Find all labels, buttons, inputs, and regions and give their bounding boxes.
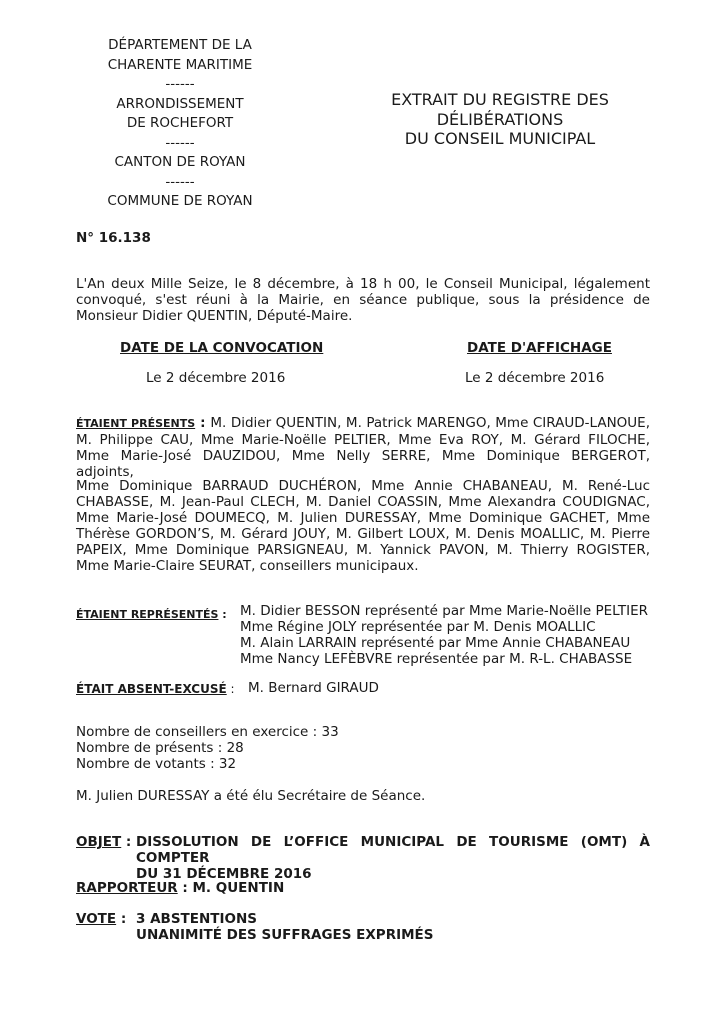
document-title <box>360 90 640 149</box>
presents-adjoints <box>76 415 650 480</box>
objet-label: OBJET <box>76 834 122 850</box>
commune-line: COMMUNE DE ROYAN <box>107 193 253 209</box>
list-item: Mme Régine JOLY représentée par M. Denis MOALLIC <box>240 619 596 635</box>
secretaire-line: M. Julien DURESSAY a été élu Secrétaire de Séance. <box>76 788 426 804</box>
title-line-2: DÉLIBÉRATIONS <box>436 109 564 129</box>
representes-list <box>240 603 648 667</box>
separator: ------ <box>165 76 195 92</box>
absent-colon: : <box>226 682 235 696</box>
vote-result <box>136 911 434 943</box>
list-item: Mme Nancy LEFÈBVRE représentée par M. R-L. CHABASSE <box>240 651 633 667</box>
departement-name: CHARENTE MARITIME <box>107 56 253 73</box>
list-item: M. Didier BESSON représenté par Mme Marie-Noëlle PELTIER <box>240 603 648 619</box>
vote-line-2: UNANIMITÉ DES SUFFRAGES EXPRIMÉS <box>136 927 434 943</box>
vote-line-1: 3 ABSTENTIONS <box>136 911 258 927</box>
convocation-date-value: Le 2 décembre 2016 <box>146 370 286 386</box>
departement-line: DÉPARTEMENT DE LA <box>108 37 252 53</box>
presents-adjoints-list: M. Didier QUENTIN, M. Patrick MARENGO, Mme CIRAUD-LANOUE, M. Philippe CAU, Mme Marie-Noëlle PELTIER, Mme Eva ROY, M. Gérard FILOCHE, Mme Marie-José DAUZIDOU, Mme Nelly SERRE, Mme Dominique BERGEROT, adjoints, <box>76 415 651 480</box>
affichage-date-label: DATE D'AFFICHAGE <box>467 340 612 356</box>
representes-label-block <box>76 606 227 622</box>
deliberation-number: N° 16.138 <box>76 230 151 246</box>
presents-colon: : <box>195 415 211 431</box>
presents-conseillers: Mme Dominique BARRAUD DUCHÉRON, Mme Annie CHABANEAU, M. René-Luc CHABASSE, M. Jean-Paul CLECH, M. Daniel COASSIN, Mme Alexandra COUDIGNAC, Mme Marie-José DOUMECQ, M. Julien DURESSAY, Mme Dominique GACHET, Mme Thérèse GORDON’S, M. Gérard JOUY, M. Gilbert LOUX, M. Denis MOALLIC, M. Pierre PAPEIX, Mme Dominique PARSIGNEAU, M. Yannick PAVON, M. Thierry ROGISTER, Mme Marie-Claire SEURAT, conseillers municipaux. <box>76 478 650 574</box>
affichage-date-value: Le 2 décembre 2016 <box>465 370 605 386</box>
count-votants: Nombre de votants : 32 <box>76 756 237 772</box>
objet-line-1: DISSOLUTION DE L’OFFICE MUNICIPAL DE TOURISME (OMT) À COMPTER <box>136 834 650 866</box>
counts-block <box>76 724 339 772</box>
objet-text <box>136 834 650 882</box>
list-item: M. Alain LARRAIN représenté par Mme Annie CHABANEAU <box>240 635 631 651</box>
objet-colon: : <box>121 834 132 850</box>
absent-label: ÉTAIT ABSENT-EXCUSÉ <box>76 682 227 696</box>
rapporteur-block <box>76 880 284 896</box>
intro-paragraph: L'An deux Mille Seize, le 8 décembre, à 18 h 00, le Conseil Municipal, légalement convoqué, s'est réuni à la Mairie, en séance publique, sous la présidence de Monsieur Didier QUENTIN, Député-Maire. <box>76 276 650 324</box>
rapporteur-value: : M. QUENTIN <box>177 880 285 896</box>
objet-line-2: DU 31 DÉCEMBRE 2016 <box>136 866 312 882</box>
presents-label: ÉTAIENT PRÉSENTS <box>76 417 196 430</box>
arrondissement-name: DE ROCHEFORT <box>126 115 234 131</box>
representes-colon: : <box>218 608 227 621</box>
arrondissement-line: ARRONDISSEMENT <box>116 95 244 112</box>
title-line-1: EXTRAIT DU REGISTRE DES <box>391 90 609 109</box>
representes-label: ÉTAIENT REPRÉSENTÉS <box>76 608 219 621</box>
vote-colon: : <box>116 911 127 927</box>
canton-line: CANTON DE ROYAN <box>114 154 246 170</box>
absent-value: M. Bernard GIRAUD <box>248 680 379 696</box>
header-administrative-block <box>60 36 300 212</box>
count-presents: Nombre de présents : 28 <box>76 740 244 756</box>
title-line-3: DU CONSEIL MUNICIPAL <box>404 129 596 148</box>
rapporteur-label: RAPPORTEUR <box>76 880 178 896</box>
separator: ------ <box>165 173 195 190</box>
separator: ------ <box>165 134 195 151</box>
count-exercice: Nombre de conseillers en exercice : 33 <box>76 724 339 740</box>
vote-label-block <box>76 911 126 927</box>
convocation-date-label: DATE DE LA CONVOCATION <box>120 340 324 356</box>
objet-label-block <box>76 834 131 850</box>
vote-label: VOTE <box>76 911 117 927</box>
absent-label-block <box>76 681 235 697</box>
